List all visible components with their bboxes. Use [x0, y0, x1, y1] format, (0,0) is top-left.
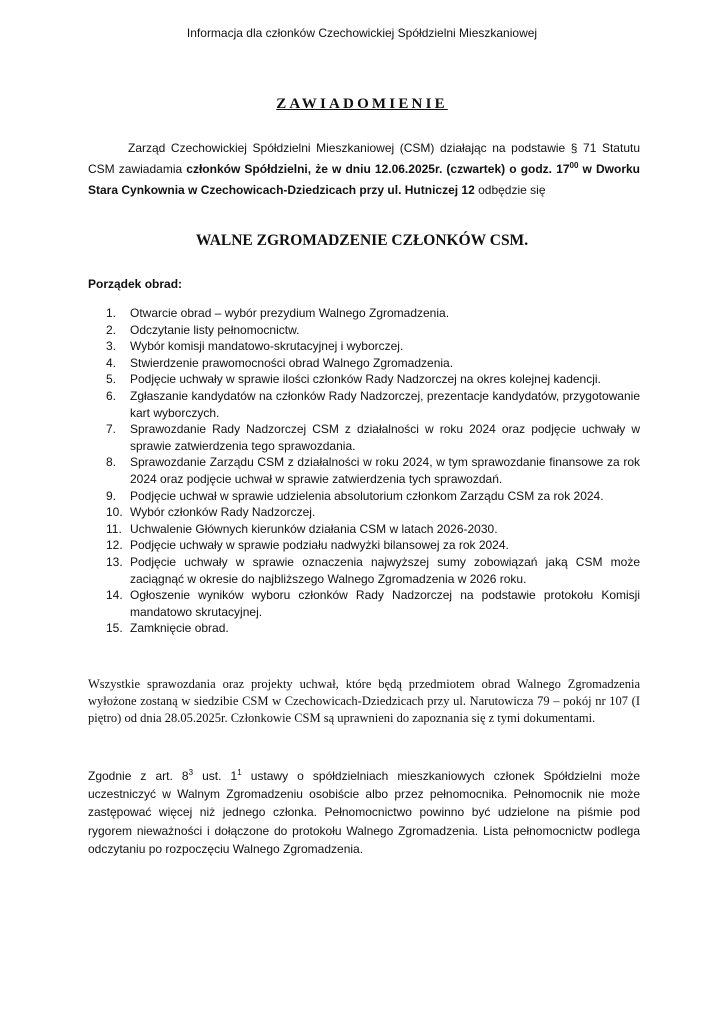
agenda-item	[88, 322, 640, 339]
agenda-item-text: Otwarcie obrad – wybór prezydium Walnego Zgromadzenia.	[130, 306, 450, 320]
agenda-item-text: Sprawozdanie Zarządu CSM z działalności w roku 2024, w tym sprawozdanie finansowe za rok 2024 oraz podjęcie uchwał w sprawie zatwierdzenia tych sprawozdań.	[130, 455, 640, 486]
agenda-item	[88, 454, 640, 487]
agenda-item-number: 7.	[106, 422, 117, 437]
agenda-item	[88, 338, 640, 355]
agenda-item-text: Wybór komisji mandatowo-skrutacyjnej i wyborczej.	[130, 339, 404, 354]
agenda-item-number: 13.	[106, 554, 123, 569]
agenda-item-number: 12.	[106, 538, 123, 553]
proxy-note	[88, 767, 640, 858]
agenda-item	[88, 421, 640, 454]
agenda-item-text: Odczytanie listy pełnomocnictw.	[130, 322, 300, 337]
agenda-item	[88, 388, 640, 421]
agenda-item-text: Podjęcie uchwały w sprawie oznaczenia najwyższej sumy zobowiązań jaką CSM może zaciągnąć w okresie do najbliższego Walnego Zgromadzenia w 2026 roku.	[130, 554, 640, 586]
agenda-item-number: 4.	[106, 355, 117, 370]
agenda-item-number: 9.	[106, 488, 117, 503]
proxy-text-a: Zgodnie z art. 8	[88, 769, 189, 783]
proxy-superscript-2: 1	[237, 768, 242, 777]
agenda-item	[88, 587, 640, 620]
agenda-item	[88, 371, 640, 388]
agenda-list	[88, 305, 640, 637]
agenda-item-number: 15.	[106, 621, 123, 636]
agenda-item	[88, 521, 640, 538]
agenda-item-number: 5.	[106, 372, 117, 387]
intro-bold-2: w Dworku Stara Cynkownia w Czechowicach-Dziedzicach przy ul. Hutniczej 12	[88, 162, 640, 197]
agenda-item-number: 14.	[106, 588, 123, 603]
agenda-item-number: 10.	[106, 505, 123, 520]
agenda-item-text: Podjęcie uchwał w sprawie udzielenia absolutorium członkom Zarządu CSM za rok 2024.	[130, 488, 604, 503]
agenda-item-text: Zgłaszanie kandydatów na członków Rady Nadzorczej, prezentacje kandydatów, przygotowanie kart wyborczych.	[130, 388, 640, 420]
intro-time-superscript: 00	[569, 161, 579, 170]
document-header: Informacja dla członków Czechowickiej Spółdzielni Mieszkaniowej	[186, 26, 538, 40]
agenda-item	[88, 504, 640, 521]
meeting-title: WALNE ZGROMADZENIE CZŁONKÓW CSM.	[195, 232, 529, 249]
agenda-item-number: 8.	[106, 455, 117, 470]
agenda-item	[88, 355, 640, 372]
reports-note: Wszystkie sprawozdania oraz projekty uchwał, które będą przedmiotem obrad Walnego Zgromadzenia wyłożone zostaną w siedzibie CSM w Czechowicach-Dziedzicach przy ul. Narutowicza 79 – pokój nr 107 (I piętro) od dnia 28.05.2025r. Członkowie CSM są uprawnieni do zapoznania się z tymi dokumentami.	[88, 677, 640, 726]
agenda-item-number: 6.	[106, 388, 117, 403]
agenda-item	[88, 620, 640, 637]
agenda-item-text: Zamknięcie obrad.	[130, 621, 229, 636]
proxy-text-c: ustawy o spółdzielniach mieszkaniowych członek Spółdzielni może uczestniczyć w Walnym Zgromadzeniu osobiście albo przez pełnomocnika. Pełnomocnik nie może zastępować więcej niż jednego członka. Pełnomocnictwo powinno być udzielone na piśmie pod rygorem nieważności i dołączone do protokołu Walnego Zgromadzenia. Lista pełnomocnictw podlega odczytaniu po rozpoczęciu Walnego Zgromadzenia.	[88, 769, 641, 856]
agenda-item-text: Stwierdzenie prawomocności obrad Walnego Zgromadzenia.	[130, 355, 454, 370]
agenda-item-text: Uchwalenie Głównych kierunków działania CSM w latach 2026-2030.	[130, 521, 498, 536]
proxy-superscript-1: 3	[188, 768, 194, 777]
agenda-item-text: Wybór członków Rady Nadzorczej.	[130, 505, 316, 520]
intro-text-1: Zarząd Czechowickiej Spółdzielni Mieszkaniowej (CSM) działając na podstawie § 71 Statutu CSM zawiadamia	[88, 141, 640, 176]
proxy-text-b: ust. 1	[193, 769, 238, 783]
agenda-heading: Porządek obrad:	[88, 277, 183, 291]
agenda-item	[88, 305, 640, 322]
document-title: ZAWIADOMIENIE	[276, 96, 448, 112]
agenda-item-number: 2.	[106, 322, 117, 337]
agenda-item-number: 1.	[106, 306, 117, 320]
agenda-item-text: Podjęcie uchwały w sprawie podziału nadwyżki bilansowej za rok 2024.	[130, 538, 509, 553]
agenda-item-text: Sprawozdanie Rady Nadzorczej CSM z działalności w roku 2024 oraz podjęcie uchwały w sprawie zatwierdzenia tego sprawozdania.	[130, 422, 640, 453]
intro-paragraph	[88, 138, 640, 201]
agenda-item-text: Ogłoszenie wyników wyboru członków Rady Nadzorczej na podstawie protokołu Komisji mandatowo skrutacyjnej.	[130, 588, 640, 619]
agenda-item-text: Podjęcie uchwały w sprawie ilości członków Rady Nadzorczej na okres kolejnej kadencji.	[130, 372, 601, 387]
agenda-item-number: 11.	[106, 521, 122, 536]
agenda-item	[88, 554, 640, 587]
agenda-item	[88, 537, 640, 554]
agenda-item	[88, 488, 640, 505]
agenda-item-number: 3.	[106, 339, 117, 354]
intro-bold-1: członków Spółdzielni, że w dniu 12.06.2025r. (czwartek) o godz. 17	[186, 162, 570, 176]
intro-text-2: odbędzie się	[474, 183, 546, 197]
